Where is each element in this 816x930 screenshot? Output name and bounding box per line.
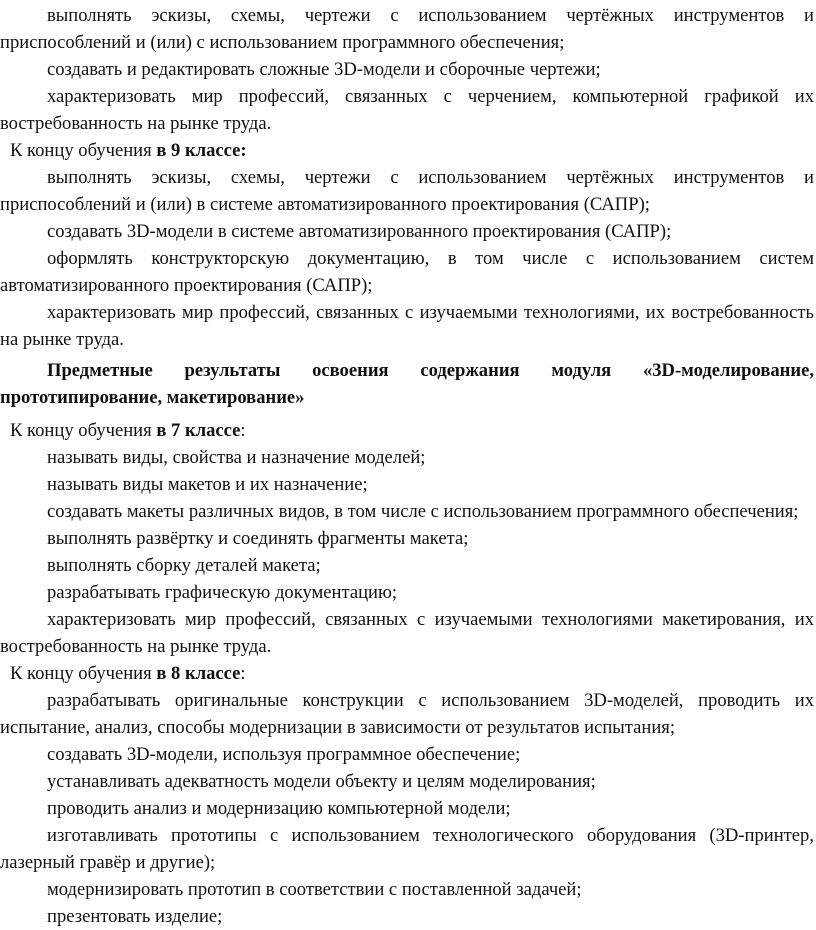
paragraph: проводить анализ и модернизацию компьютерной модели; xyxy=(47,798,511,819)
paragraph: выполнять развёртку и соединять фрагменты макета; xyxy=(47,528,469,549)
paragraph: модернизировать прототип в соответствии с поставленной задачей; xyxy=(47,879,582,900)
paragraph: выполнять эскизы, схемы, чертежи с использованием чертёжных инструментов и приспособлений и (или) в системе автоматизированного проектирования (САПР); xyxy=(0,167,814,215)
paragraph: презентовать изделие; xyxy=(47,906,223,927)
grade-label: в 9 классе: xyxy=(156,140,247,161)
lead-text: К концу обучения xyxy=(10,140,157,161)
paragraph: характеризовать мир профессий, связанных с изучаемыми технологиями, их востребованность на рынке труда. xyxy=(0,302,814,350)
paragraph: оформлять конструкторскую документацию, в том числе с использованием систем автоматизированного проектирования (САПР); xyxy=(0,248,814,296)
paragraph: создавать макеты различных видов, в том числе с использованием программного обеспечения; xyxy=(47,501,799,522)
paragraph: выполнять эскизы, схемы, чертежи с использованием чертёжных инструментов и приспособлений и (или) с использованием программного обеспечения; xyxy=(0,5,814,53)
grade-lead-7 xyxy=(0,417,814,444)
section-heading: Предметные результаты освоения содержания модуля «3D-моделирование, прототипирование, макетирование» xyxy=(0,360,814,408)
paragraph: разрабатывать графическую документацию; xyxy=(47,582,398,603)
paragraph: устанавливать адекватность модели объекту и целям моделирования; xyxy=(47,771,596,792)
paragraph: создавать 3D-модели, используя программное обеспечение; xyxy=(47,744,521,765)
lead-text: К концу обучения xyxy=(10,663,157,684)
lead-tail: : xyxy=(240,663,246,684)
paragraph: создавать 3D-модели в системе автоматизированного проектирования (САПР); xyxy=(47,221,672,242)
paragraph: характеризовать мир профессий, связанных с черчением, компьютерной графикой их востребованность на рынке труда. xyxy=(0,86,814,134)
paragraph: называть виды макетов и их назначение; xyxy=(47,474,368,495)
grade-lead-9 xyxy=(0,137,814,164)
grade-lead-8 xyxy=(0,660,814,687)
lead-tail: : xyxy=(240,420,246,441)
grade-label: в 7 классе xyxy=(156,420,241,441)
paragraph: выполнять сборку деталей макета; xyxy=(47,555,321,576)
lead-text: К концу обучения xyxy=(10,420,157,441)
grade-label: в 8 классе xyxy=(156,663,241,684)
paragraph: изготавливать прототипы с использованием технологического оборудования (3D-принтер, лазерный гравёр и другие); xyxy=(0,825,814,873)
paragraph: называть виды, свойства и назначение моделей; xyxy=(47,447,426,468)
paragraph: разрабатывать оригинальные конструкции с использованием 3D-моделей, проводить их испытание, анализ, способы модернизации в зависимости от результатов испытания; xyxy=(0,690,814,738)
paragraph: характеризовать мир профессий, связанных с изучаемыми технологиями макетирования, их востребованность на рынке труда. xyxy=(0,609,814,657)
paragraph: создавать и редактировать сложные 3D-модели и сборочные чертежи; xyxy=(47,59,601,80)
